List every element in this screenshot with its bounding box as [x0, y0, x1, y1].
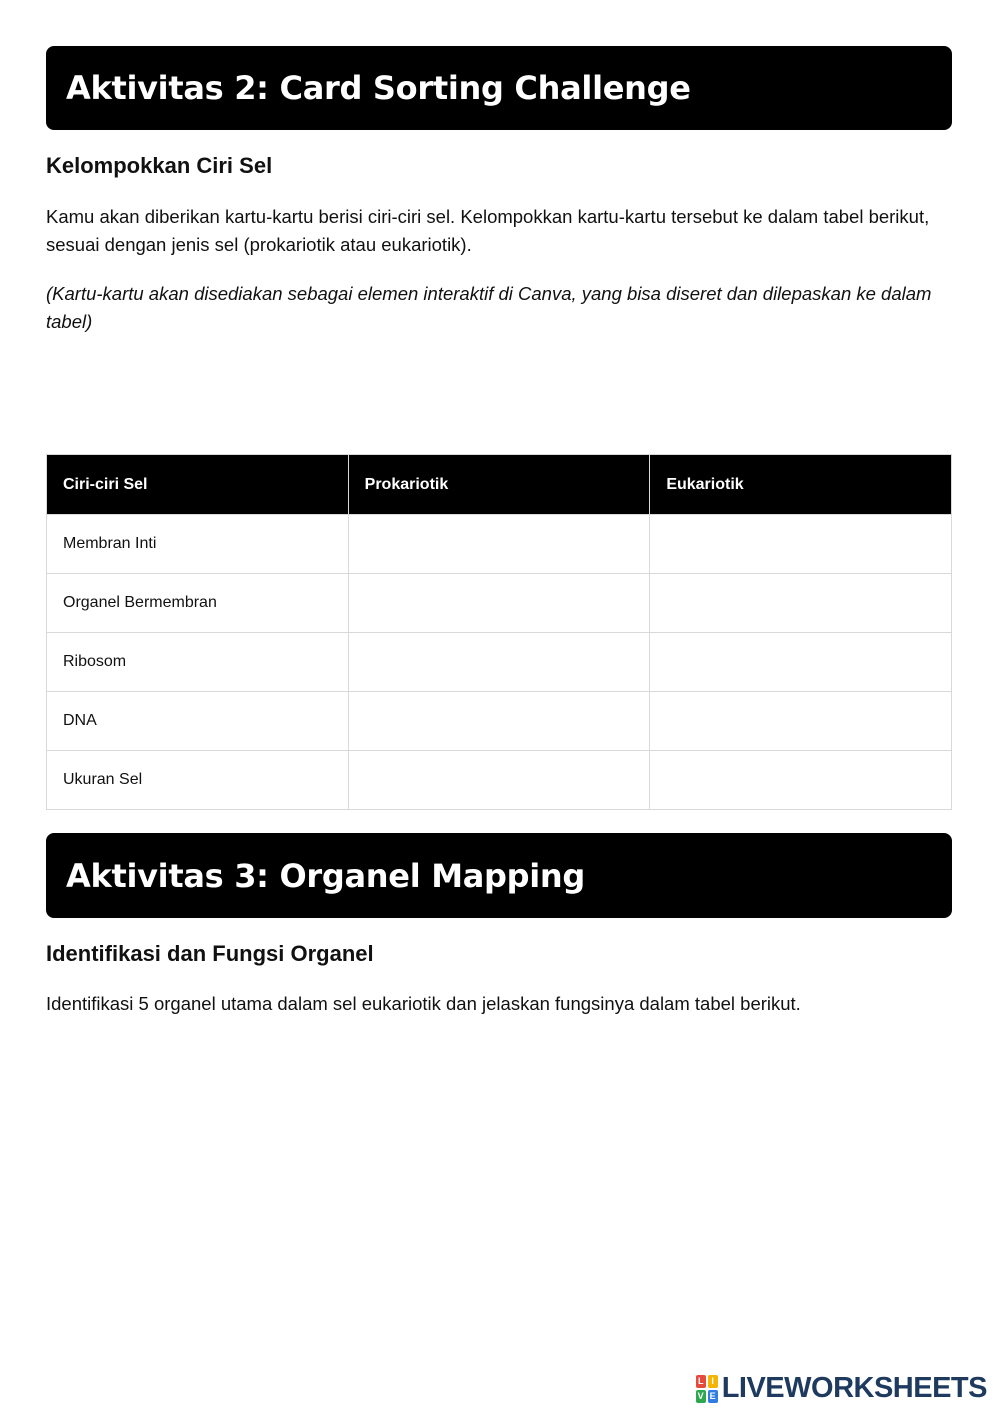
liveworksheets-logo-icon: [696, 1375, 718, 1403]
logo-letter-l: L: [696, 1375, 706, 1388]
row-label: Ribosom: [47, 633, 349, 692]
table-row: [47, 751, 952, 810]
prokariotik-drop-cell[interactable]: [348, 574, 650, 633]
table-header-row: [47, 455, 952, 515]
activity3-title: Aktivitas 3: Organel Mapping: [66, 856, 586, 895]
column-header-prokariotik: Prokariotik: [348, 455, 650, 515]
prokariotik-drop-cell[interactable]: [348, 751, 650, 810]
activity2-note: (Kartu-kartu akan disediakan sebagai elemen interaktif di Canva, yang bisa diseret dan dilepaskan ke dalam tabel): [46, 283, 932, 332]
eukariotik-drop-cell[interactable]: [650, 515, 952, 574]
eukariotik-drop-cell[interactable]: [650, 633, 952, 692]
row-label: Organel Bermembran: [47, 574, 349, 633]
table-row: [47, 515, 952, 574]
logo-letter-e: E: [709, 1390, 716, 1401]
card-sorting-table: [46, 454, 952, 810]
activity2-banner: [46, 46, 952, 130]
prokariotik-drop-cell[interactable]: [348, 692, 650, 751]
liveworksheets-logo: [696, 1372, 987, 1405]
eukariotik-drop-cell[interactable]: [650, 751, 952, 810]
activity3-instruction: Identifikasi 5 organel utama dalam sel eukariotik dan jelaskan fungsinya dalam tabel berikut.: [46, 993, 801, 1014]
activity3-subtitle: Identifikasi dan Fungsi Organel: [46, 941, 374, 966]
prokariotik-drop-cell[interactable]: [348, 633, 650, 692]
logo-letter-i: I: [708, 1375, 718, 1388]
row-label: Ukuran Sel: [47, 751, 349, 810]
row-label: Membran Inti: [47, 515, 349, 574]
liveworksheets-logo-text: LIVEWORKSHEETS: [721, 1372, 987, 1404]
logo-letter-v: V: [697, 1390, 704, 1401]
column-header-ciri: Ciri-ciri Sel: [47, 455, 349, 515]
row-label: DNA: [47, 692, 349, 751]
table-row: [47, 574, 952, 633]
activity2-instruction: Kamu akan diberikan kartu-kartu berisi ciri-ciri sel. Kelompokkan kartu-kartu tersebut ke dalam tabel berikut, sesuai dengan jenis sel (prokariotik atau eukariotik).: [46, 206, 930, 255]
activity2-subtitle: Kelompokkan Ciri Sel: [46, 153, 273, 178]
eukariotik-drop-cell[interactable]: [650, 692, 952, 751]
prokariotik-drop-cell[interactable]: [348, 515, 650, 574]
table-row: [47, 692, 952, 751]
table-row: [47, 633, 952, 692]
activity3-banner: [46, 833, 952, 918]
eukariotik-drop-cell[interactable]: [650, 574, 952, 633]
column-header-eukariotik: Eukariotik: [650, 455, 952, 515]
activity2-title: Aktivitas 2: Card Sorting Challenge: [66, 69, 691, 107]
